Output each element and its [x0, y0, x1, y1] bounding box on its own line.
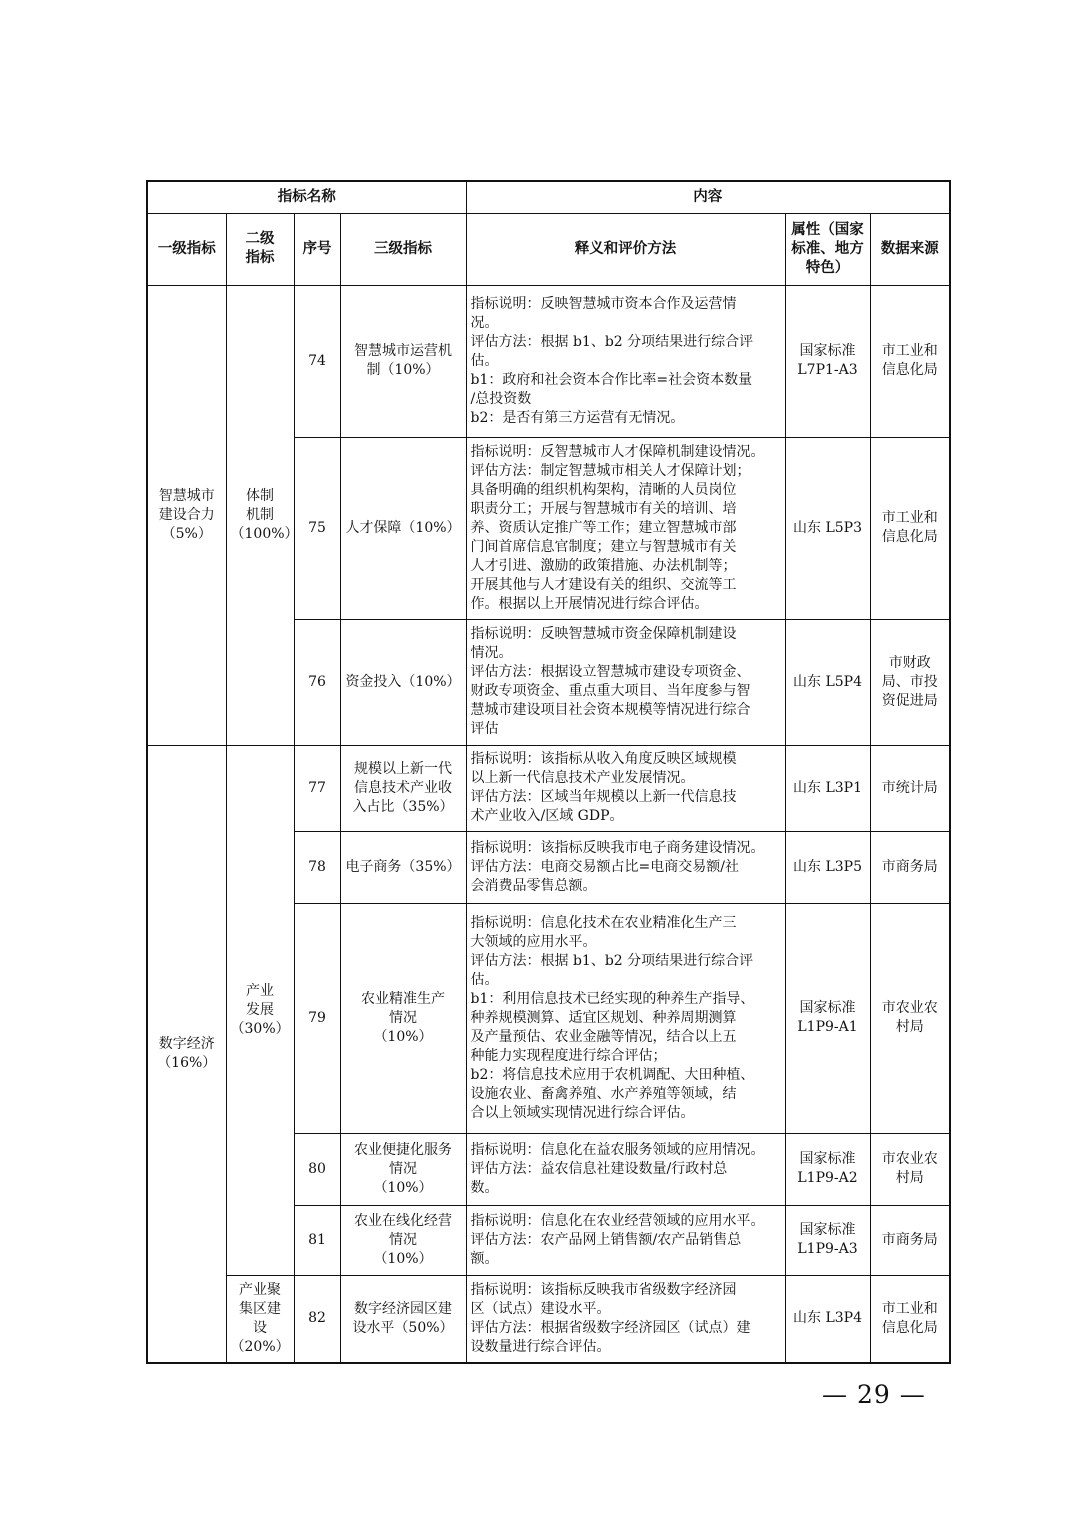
seq-cell: 77: [294, 745, 340, 831]
seq-cell: 76: [294, 619, 340, 745]
header-seq: 序号: [294, 213, 340, 285]
header-level3: 三级指标: [340, 213, 466, 285]
level2-cell: 产业聚 集区建 设（20%）: [226, 1275, 294, 1363]
seq-cell: 79: [294, 903, 340, 1133]
level3-cell: 人才保障（10%）: [340, 437, 466, 619]
level1-cell: 智慧城市 建设合力 （5%）: [147, 285, 226, 745]
indicator-table: [146, 180, 951, 1364]
source-cell: 市商务局: [870, 1205, 950, 1275]
table-row: [147, 745, 950, 831]
attribute-cell: 国家标准 L1P9-A1: [785, 903, 870, 1133]
header-level1: 一级指标: [147, 213, 226, 285]
method-cell: 指标说明：该指标反映我市省级数字经济园 区（试点）建设水平。 评估方法：根据省级数字经济园区（试点）建 设数量进行综合评估。: [466, 1275, 785, 1363]
method-cell: 指标说明：该指标从收入角度反映区域规模 以上新一代信息技术产业发展情况。 评估方法：区域当年规模以上新一代信息技 术产业收入/区域 GDP。: [466, 745, 785, 831]
source-cell: 市财政 局、市投 资促进局: [870, 619, 950, 745]
source-cell: 市农业农 村局: [870, 903, 950, 1133]
level2-cell: 产业 发展 （30%）: [226, 745, 294, 1275]
attribute-cell: 国家标准 L1P9-A3: [785, 1205, 870, 1275]
attribute-cell: 国家标准 L1P9-A2: [785, 1133, 870, 1205]
header-source: 数据来源: [870, 213, 950, 285]
level3-cell: 资金投入（10%）: [340, 619, 466, 745]
seq-cell: 75: [294, 437, 340, 619]
level3-cell: 规模以上新一代 信息技术产业收 入占比（35%）: [340, 745, 466, 831]
header-indicator-name: 指标名称: [147, 181, 466, 213]
seq-cell: 78: [294, 831, 340, 903]
source-cell: 市统计局: [870, 745, 950, 831]
header-content: 内容: [466, 181, 950, 213]
level3-cell: 电子商务（35%）: [340, 831, 466, 903]
level3-cell: 农业在线化经营 情况 （10%）: [340, 1205, 466, 1275]
source-cell: 市工业和 信息化局: [870, 437, 950, 619]
seq-cell: 74: [294, 285, 340, 437]
source-cell: 市农业农 村局: [870, 1133, 950, 1205]
header-level2: 二级 指标: [226, 213, 294, 285]
level1-cell: 数字经济 （16%）: [147, 745, 226, 1363]
level2-cell: 体制 机制 （100%）: [226, 285, 294, 745]
header-attribute: 属性（国家 标准、地方 特色）: [785, 213, 870, 285]
seq-cell: 82: [294, 1275, 340, 1363]
attribute-cell: 山东 L5P3: [785, 437, 870, 619]
method-cell: 指标说明：反映智慧城市资本合作及运营情 况。 评估方法：根据 b1、b2 分项结果进行综合评 估。 b1：政府和社会资本合作比率=社会资本数量 /总投资数 b2：是否有第三方运营有无情况。: [466, 285, 785, 437]
method-cell: 指标说明：该指标反映我市电子商务建设情况。 评估方法：电商交易额占比=电商交易额/社 会消费品零售总额。: [466, 831, 785, 903]
header-method: 释义和评价方法: [466, 213, 785, 285]
attribute-cell: 国家标准 L7P1-A3: [785, 285, 870, 437]
level3-cell: 农业便捷化服务 情况 （10%）: [340, 1133, 466, 1205]
attribute-cell: 山东 L3P4: [785, 1275, 870, 1363]
method-cell: 指标说明：信息化在农业经营领域的应用水平。 评估方法：农产品网上销售额/农产品销售总 额。: [466, 1205, 785, 1275]
level3-cell: 智慧城市运营机 制（10%）: [340, 285, 466, 437]
seq-cell: 81: [294, 1205, 340, 1275]
source-cell: 市商务局: [870, 831, 950, 903]
attribute-cell: 山东 L3P1: [785, 745, 870, 831]
page-number: — 29 —: [822, 1380, 926, 1409]
table-row: [147, 1275, 950, 1363]
level3-cell: 农业精准生产 情况 （10%）: [340, 903, 466, 1133]
attribute-cell: 山东 L3P5: [785, 831, 870, 903]
source-cell: 市工业和 信息化局: [870, 1275, 950, 1363]
attribute-cell: 山东 L5P4: [785, 619, 870, 745]
table-row: [147, 285, 950, 437]
method-cell: 指标说明：信息化在益农服务领域的应用情况。 评估方法：益农信息社建设数量/行政村总 数。: [466, 1133, 785, 1205]
method-cell: 指标说明：反智慧城市人才保障机制建设情况。 评估方法：制定智慧城市相关人才保障计划； 具备明确的组织机构架构，清晰的人员岗位 职责分工；开展与智慧城市有关的培训、培 养、资质认定推广等工作；建立智慧城市部 门间首席信息官制度；建立与智慧城市有关 人才引进、激励的政策措施、办法机制等； 开展其他与人才建设有关的组织、交流等工 作。根据以上开展情况进行综合评估。: [466, 437, 785, 619]
source-cell: 市工业和 信息化局: [870, 285, 950, 437]
method-cell: 指标说明：信息化技术在农业精准化生产三 大领域的应用水平。 评估方法：根据 b1、b2 分项结果进行综合评 估。 b1：利用信息技术已经实现的种养生产指导、 种养规模测算、适宜区规划、种养周期测算 及产量预估、农业金融等情况，结合以上五 种能力实现程度进行综合评估； b2：将信息技术应用于农机调配、大田种植、 设施农业、畜禽养殖、水产养殖等领域，结 合以上领域实现情况进行综合评估。: [466, 903, 785, 1133]
seq-cell: 80: [294, 1133, 340, 1205]
level3-cell: 数字经济园区建 设水平（50%）: [340, 1275, 466, 1363]
method-cell: 指标说明：反映智慧城市资金保障机制建设 情况。 评估方法：根据设立智慧城市建设专项资金、 财政专项资金、重点重大项目、当年度参与智 慧城市建设项目社会资本规模等情况进行综合 评估: [466, 619, 785, 745]
